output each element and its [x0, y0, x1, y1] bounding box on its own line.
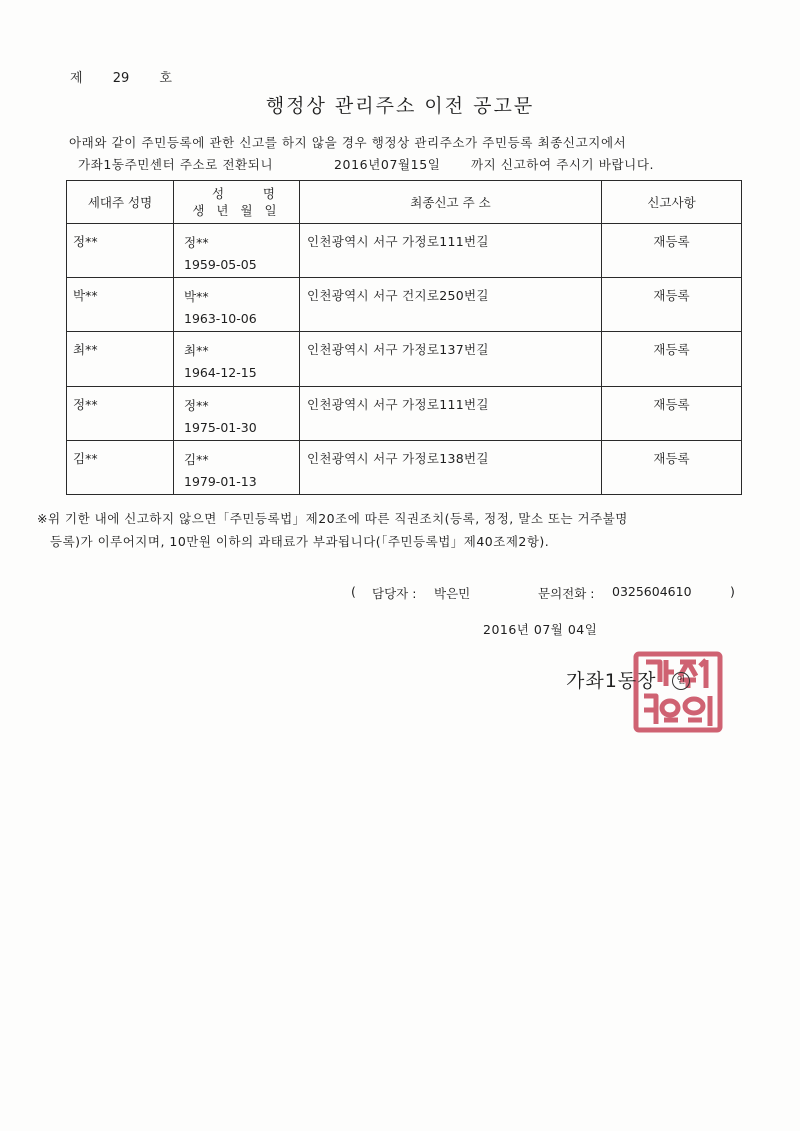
intro-tail-text: 까지 신고하여 주시기 바랍니다. — [471, 157, 655, 172]
header-name-right: 명 — [262, 186, 275, 201]
signer-title: 가좌1동장 — [566, 670, 657, 692]
page-title: 행정상 관리주소 이전 공고문 — [265, 95, 535, 117]
seal-mark: 인 — [672, 672, 690, 690]
report-cell: 재등록 — [602, 440, 742, 494]
address-cell: 인천광역시 서구 가정로137번길 — [300, 332, 602, 386]
table-row — [67, 332, 742, 386]
table-row — [67, 224, 742, 278]
table-header-row — [67, 181, 742, 224]
manager-label: 담당자 : — [372, 586, 417, 601]
header-report: 신고사항 — [602, 181, 742, 224]
document-number — [70, 67, 172, 86]
header-name-birth — [174, 181, 300, 224]
householder-cell: 정** — [67, 224, 174, 278]
name-birth-cell — [174, 224, 300, 278]
birth-date: 1963-10-06 — [184, 311, 257, 327]
deadline-date: 2016년07월15일 — [334, 157, 441, 172]
intro-line-1: 아래와 같이 주민등록에 관한 신고를 하지 않을 경우 행정상 관리주소가 주민등록 최종신고지에서 — [69, 135, 627, 150]
resident-name: 정** — [184, 397, 209, 413]
contact-close-paren: ) — [730, 584, 735, 599]
phone-label: 문의전화 : — [538, 586, 595, 601]
birth-date: 1975-01-30 — [184, 419, 257, 435]
birth-date: 1959-05-05 — [184, 257, 257, 272]
report-cell: 재등록 — [602, 386, 742, 440]
resident-name: 정** — [184, 235, 209, 250]
table-row — [67, 278, 742, 332]
resident-name: 최** — [184, 343, 209, 359]
doc-number-prefix: 제 — [70, 71, 83, 86]
official-seal — [630, 650, 726, 738]
doc-number-suffix: 호 — [159, 71, 172, 86]
resident-name: 김** — [184, 451, 209, 467]
notice-line-2: 등록)가 이루어지며, 10만원 이하의 과태료가 부과됩니다(「주민등록법」제40조제2항). — [50, 534, 550, 549]
name-birth-cell — [174, 278, 300, 332]
name-birth-cell — [174, 440, 300, 494]
table-row — [67, 386, 742, 440]
table-row — [67, 440, 742, 494]
name-birth-cell — [174, 332, 300, 386]
address-cell: 인천광역시 서구 가정로138번길 — [300, 440, 602, 494]
header-birth: 생 년 월 일 — [192, 203, 281, 218]
phone-number: 0325604610 — [612, 584, 692, 599]
address-cell: 인천광역시 서구 건지로250번길 — [300, 278, 602, 332]
householder-cell: 김** — [67, 440, 174, 494]
contact-line — [0, 584, 800, 602]
doc-number-value: 29 — [112, 71, 130, 86]
address-cell: 인천광역시 서구 가정로111번길 — [300, 224, 602, 278]
birth-date: 1964-12-15 — [184, 365, 257, 381]
manager-name: 박은민 — [434, 586, 471, 601]
issue-date: 2016년 07월 04일 — [483, 622, 598, 637]
intro-line-2 — [78, 155, 698, 173]
resident-name: 박** — [184, 289, 209, 305]
householder-cell: 최** — [67, 332, 174, 386]
intro-office-text: 가좌1동주민센터 주소로 전환되니 — [78, 157, 274, 172]
notice-table — [66, 180, 742, 495]
report-cell: 재등록 — [602, 224, 742, 278]
report-cell: 재등록 — [602, 278, 742, 332]
header-householder: 세대주 성명 — [67, 181, 174, 224]
name-birth-cell — [174, 386, 300, 440]
birth-date: 1979-01-13 — [184, 473, 257, 489]
header-name-left: 성 — [212, 186, 225, 201]
address-cell: 인천광역시 서구 가정로111번길 — [300, 386, 602, 440]
contact-open-paren: ( — [351, 584, 356, 599]
householder-cell: 박** — [67, 278, 174, 332]
notice-line-1: ※위 기한 내에 신고하지 않으면「주민등록법」제20조에 따른 직권조치(등록, 정정, 말소 또는 거주불명 — [37, 511, 628, 526]
report-cell: 재등록 — [602, 332, 742, 386]
header-address: 최종신고 주 소 — [300, 181, 602, 224]
householder-cell: 정** — [67, 386, 174, 440]
